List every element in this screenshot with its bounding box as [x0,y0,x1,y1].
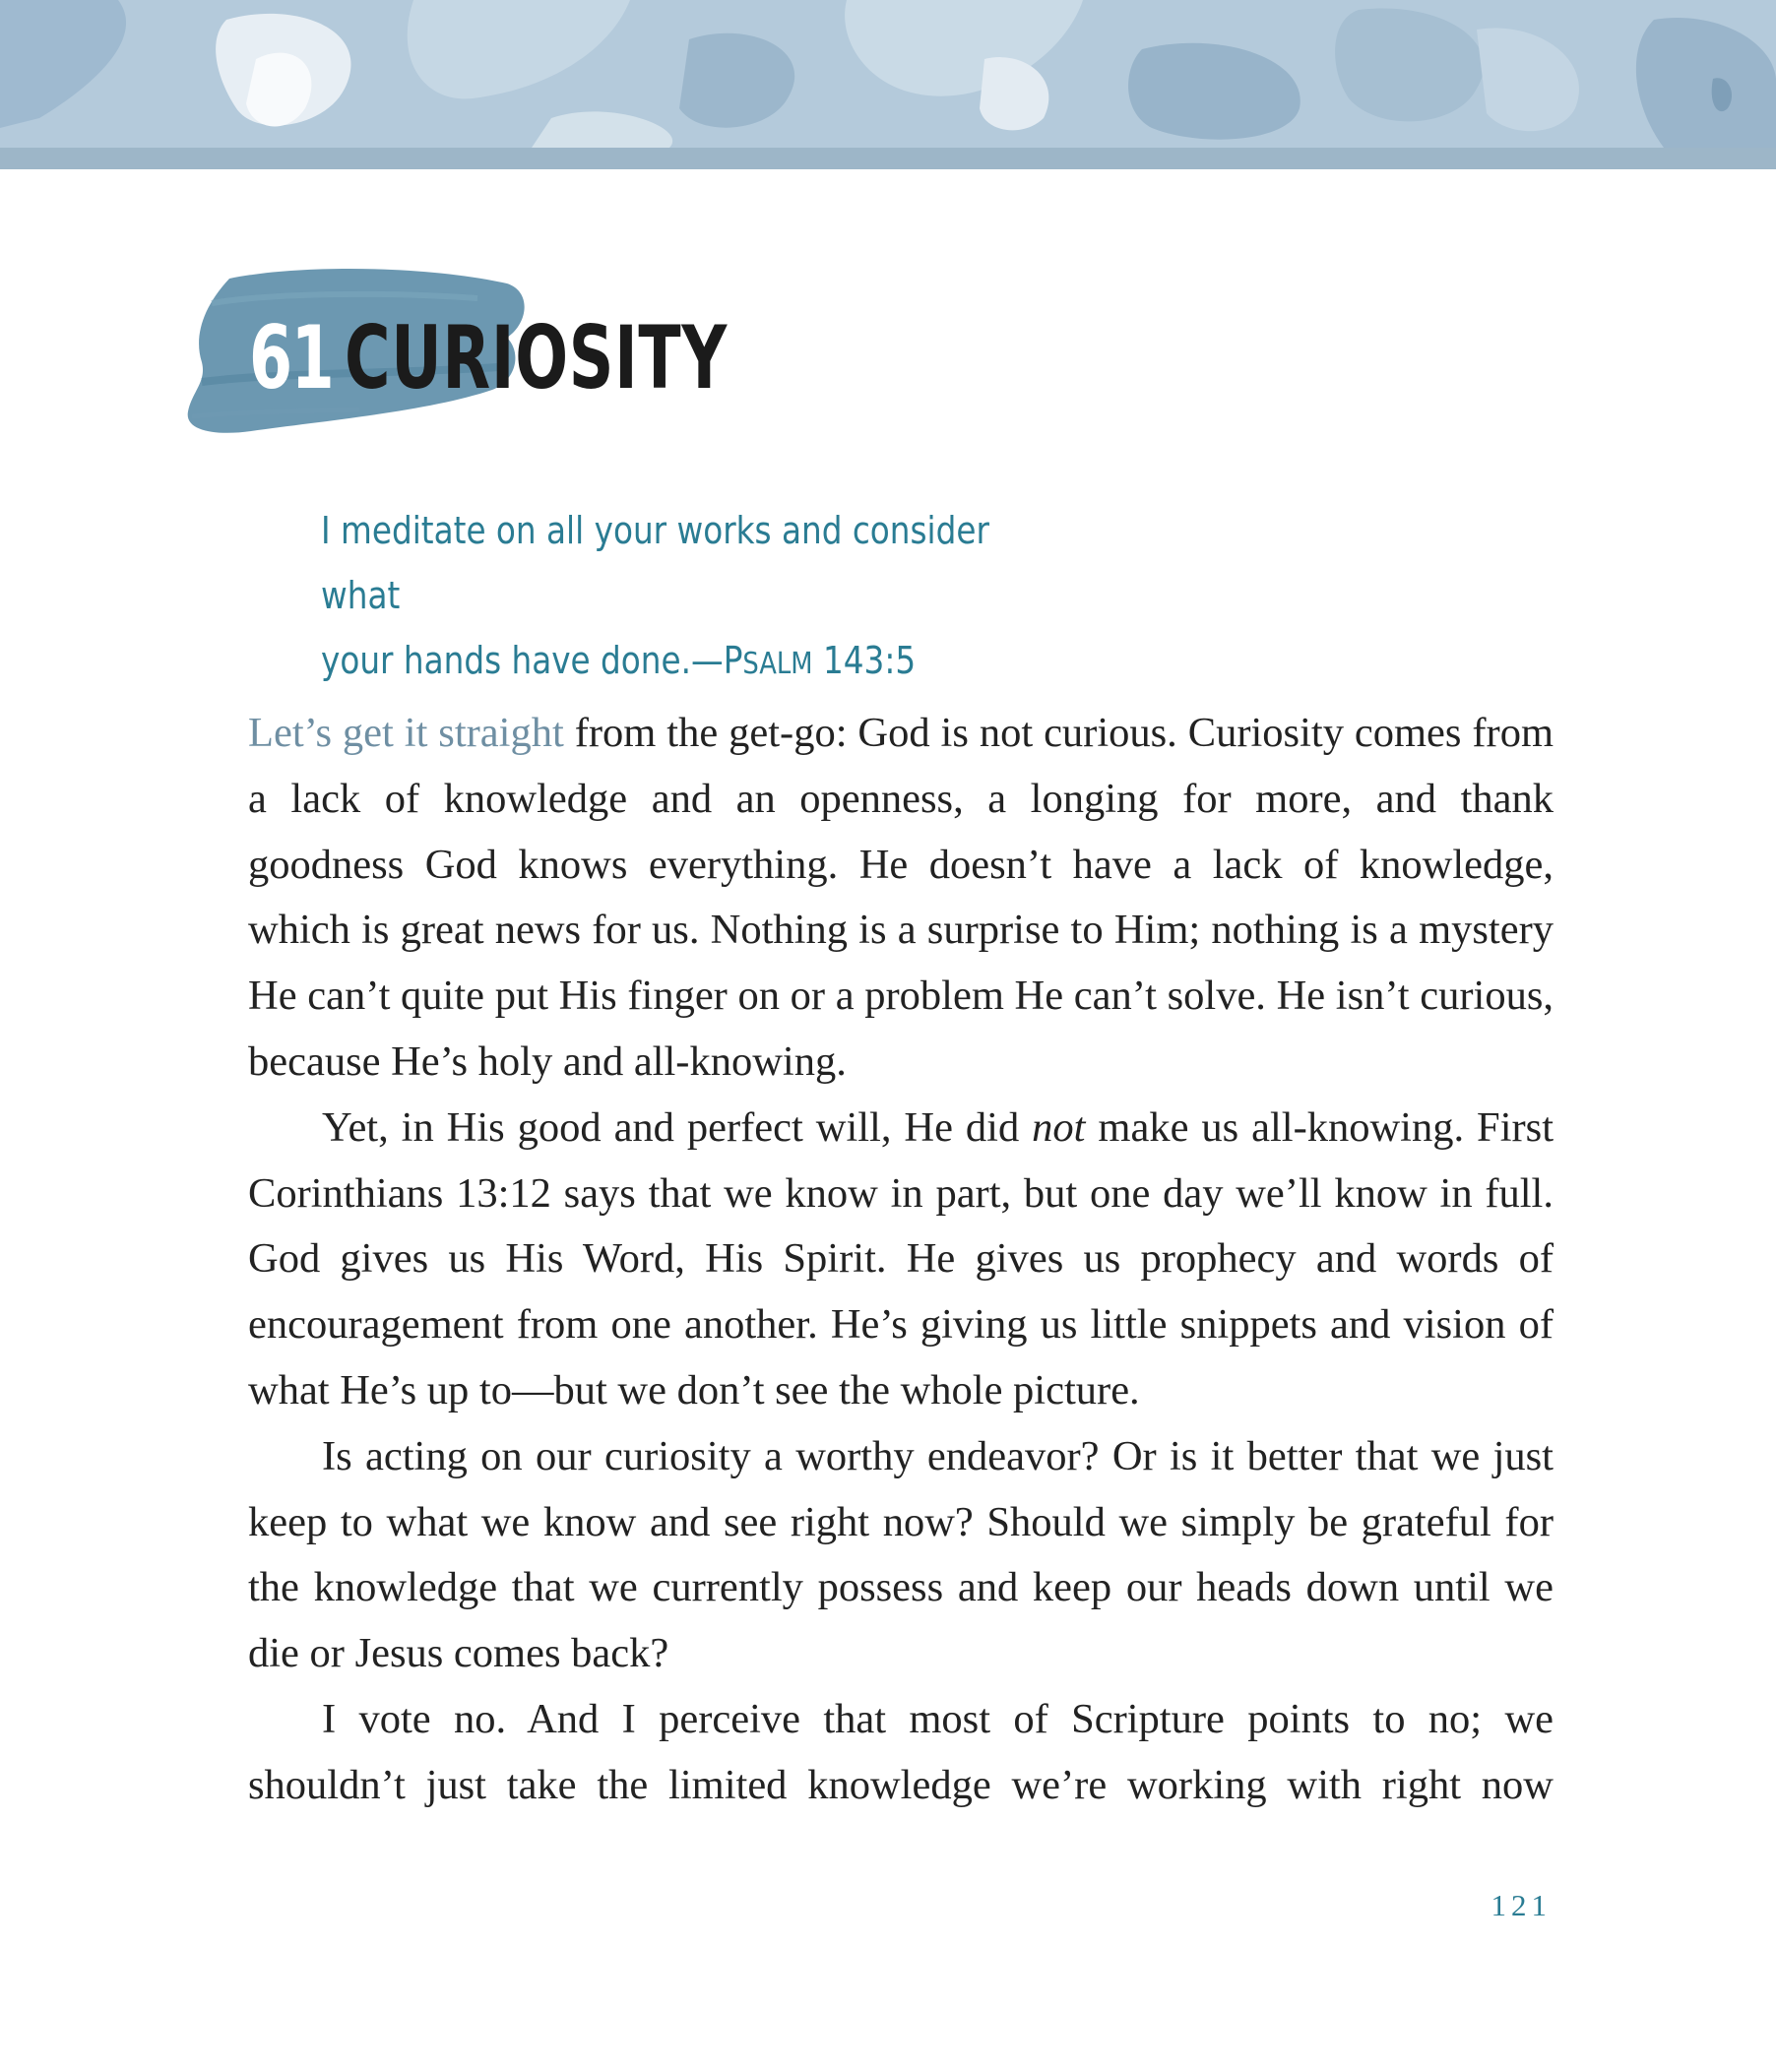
paragraph-3: Is acting on our curiosity a worthy endeavor? Or is it better that we just keep to what we know and see right now? Should we simply be grateful for the knowledge that we currently possess and keep our heads down until we die or Jesus comes back? [248,1432,1554,1677]
reference-verse: 143:5 [812,639,917,682]
painted-texture [0,0,1776,148]
chapter-number: 61 [249,307,334,408]
page-number: 121 [1491,1888,1552,1922]
reference-book-smallcaps: SALM [742,647,813,681]
paragraph-2-text-after: make us all-knowing. First Corinthians 13:12 says that we know in part, but one day we’ll know in full. God gives us His Word, His Spirit. He gives us prophecy and words of encouragement from one another. He’s giving us little snippets and vision of what He’s up to—but we don’t see the whole picture. [248,1103,1554,1413]
epigraph-line-1: I meditate on all your works and consider what [321,509,989,617]
banner-divider [0,148,1776,169]
chapter-heading [182,264,793,446]
paragraph-4: I vote no. And I perceive that most of Scripture points to no; we shouldn’t just take the limited knowledge we’re working with right now [248,1695,1554,1808]
epigraph-line-2 [321,628,1049,697]
epigraph-line-2-text: your hands have done.— [321,639,724,682]
chapter-title: CURIOSITY [345,307,728,408]
paragraph-2-emphasis: not [1032,1103,1086,1151]
body-text [248,701,1554,1819]
scripture-reference [724,639,916,682]
paragraph-1-text: from the get-go: God is not curious. Curiosity comes from a lack of knowledge and an openness, a longing for more, and thank goodness God knows everything. He doesn’t have a lack of knowledge, which is great news for us. Nothing is a surprise to Him; nothing is a mystery He can’t quite put His finger on or a problem He can’t solve. He isn’t curious, because He’s holy and all-knowing. [248,710,1554,1085]
reference-initial: P [723,639,743,682]
paragraph-lead-in: Let’s get it straight [248,710,564,756]
paragraph-2-text-before: Yet, in His good and perfect will, He did [322,1103,1033,1151]
decorative-header-banner [0,0,1776,148]
epigraph-scripture-quote [321,498,1049,697]
paragraph-1 [248,701,1554,1096]
paragraph-2 [248,1096,1554,1424]
